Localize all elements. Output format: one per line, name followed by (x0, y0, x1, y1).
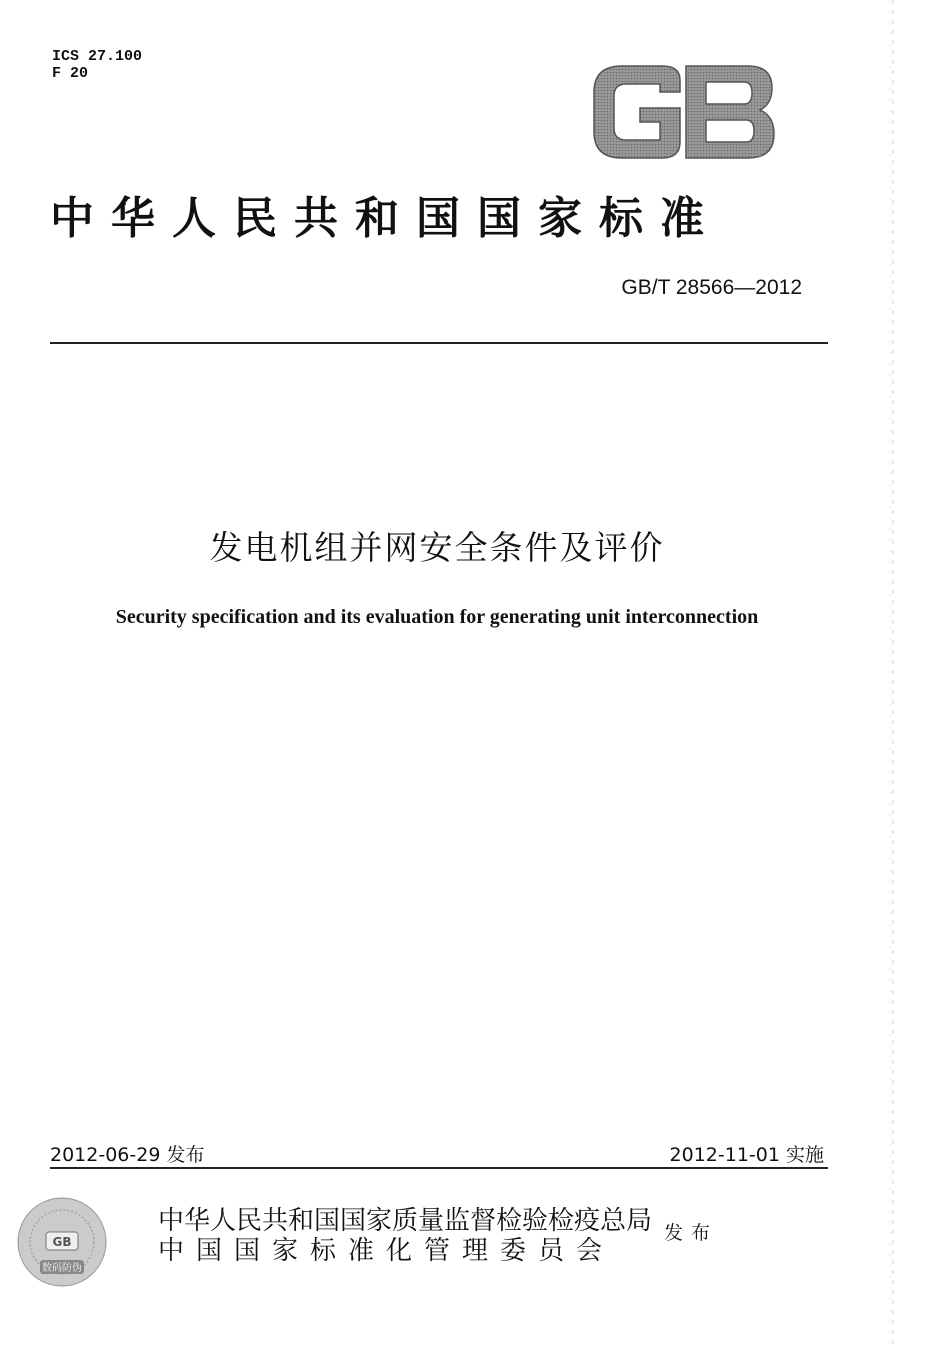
publish-label: 发布 (664, 1222, 719, 1244)
footer-divider (50, 1167, 828, 1169)
issue-date: 2012-06-29 发布 (50, 1144, 205, 1166)
standard-number: GB/T 28566—2012 (621, 276, 802, 299)
issuer-line-1: 中华人民共和国国家质量监督检验检疫总局 (158, 1206, 653, 1236)
ccs-code: F 20 (52, 65, 89, 82)
gb-logo (588, 62, 778, 162)
scan-edge-marks (886, 0, 900, 1345)
implementation-date: 2012-11-01 实施 (669, 1144, 824, 1166)
document-title-cn: 发电机组并网安全条件及评价 (209, 528, 665, 567)
anti-counterfeit-seal-icon (16, 1196, 108, 1288)
document-title-en: Security specification and its evaluation for generating unit interconnection (115, 606, 759, 628)
issuer-line-2: 中国国家标准化管理委员会 (158, 1236, 615, 1266)
national-standard-title: 中华人民共和国国家标准 (50, 193, 721, 244)
ics-code: ICS 27.100 (52, 48, 143, 65)
svg-text:GB: GB (52, 1235, 72, 1249)
classification-codes (52, 48, 142, 82)
seal-label: 数码防伪 (42, 1263, 82, 1274)
header-divider (50, 342, 828, 344)
